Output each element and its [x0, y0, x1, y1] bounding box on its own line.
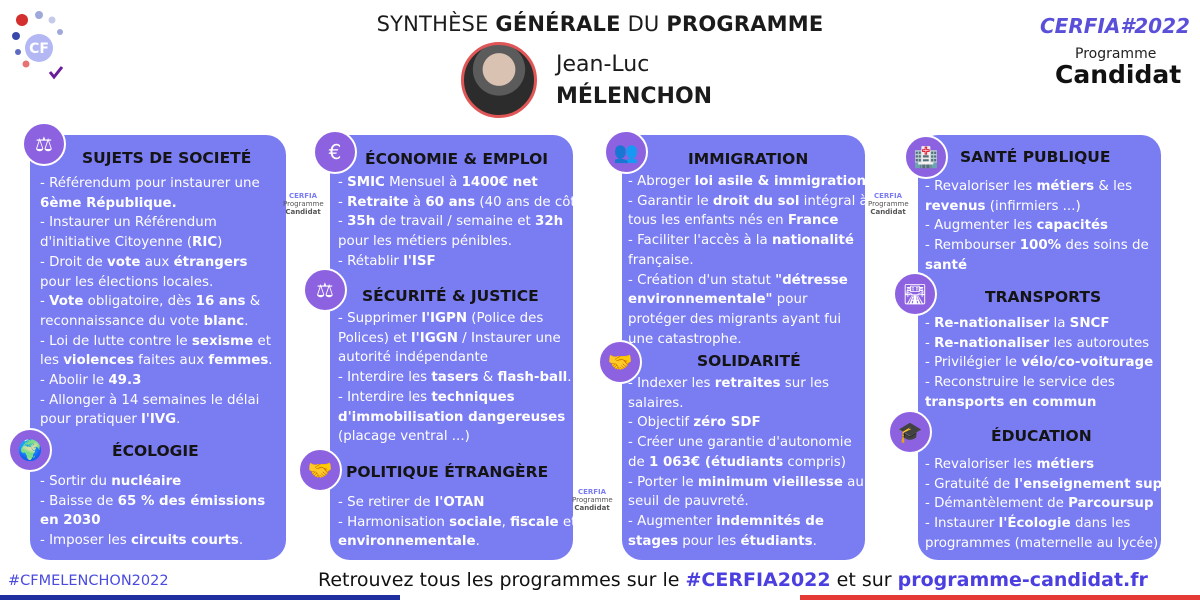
list-item: pour pratiquer l'IVG. [40, 412, 181, 428]
list-item: - Augmenter les capacités [925, 218, 1109, 234]
list-item: les violences faites aux femmes. [40, 353, 273, 369]
candidate-last-name: MÉLENCHON [556, 84, 713, 109]
list-item: - Créer une garantie d'autonomie [628, 435, 852, 451]
list-item: - Rétablir l'ISF [338, 253, 436, 269]
list-solidarite [628, 374, 864, 551]
list-item: seuil de pauvreté. [628, 494, 749, 510]
list-item: - Sortir du nucléaire [40, 474, 182, 489]
list-item: - Garantir le droit du sol intégral à [628, 193, 868, 209]
list-item: en 2030 [40, 513, 101, 529]
handshake-icon: 🤝 [298, 448, 342, 492]
section-title-education: ÉDUCATION [991, 427, 1092, 445]
list-immigration [628, 172, 871, 349]
list-item: - Interdire les techniques [338, 389, 515, 405]
globe-icon: 🌍 [8, 428, 52, 472]
list-politique [338, 493, 576, 552]
list-item: 6ème République. [40, 195, 177, 211]
list-item: programmes (maternelle au lycée) [925, 535, 1159, 551]
list-economie [338, 173, 581, 272]
list-item: - Allonger à 14 semaines le délai [40, 392, 260, 408]
list-item: revenus (infirmiers ...) [925, 198, 1081, 214]
list-item: - Porter le minimum vieillesse au [628, 474, 864, 490]
section-title-societe: SUJETS DE SOCIETÉ [82, 149, 252, 167]
website-link[interactable]: programme-candidat.fr [897, 569, 1148, 591]
hashtag-link[interactable]: #CFMELENCHON2022 [8, 573, 169, 589]
list-item: - Augmenter indemnités de [628, 513, 824, 529]
list-item: salaires. [628, 395, 684, 411]
section-title-transports: TRANSPORTS [985, 288, 1102, 306]
list-item: protéger des migrants ayant fui [628, 311, 842, 327]
list-item: - Revaloriser les métiers & les [925, 179, 1133, 194]
candidate-avatar [461, 42, 537, 118]
list-transports [925, 314, 1153, 413]
list-item: - Loi de lutte contre le sexisme et [40, 333, 271, 349]
graduation-cap-icon: 🎓 [888, 410, 932, 454]
list-item: Polices) et l'IGGN / Instaurer une [338, 330, 561, 346]
cerfia-hashtag-link[interactable]: #CERFIA2022 [685, 569, 831, 591]
mini-brand-logo: CERFIA Programme Candidat [283, 192, 324, 216]
list-securite [338, 309, 572, 447]
helping-hands-icon: 🤝 [598, 340, 642, 384]
list-item: (placage ventral ...) [338, 429, 470, 445]
list-item: de 1 063€ (étudiants compris) [628, 454, 846, 470]
list-item: pour les élections locales. [40, 274, 214, 290]
section-title-politique: POLITIQUE ÉTRANGÈRE [346, 463, 549, 481]
section-title-immigration: IMMIGRATION [688, 150, 809, 168]
section-title-sante: SANTÉ PUBLIQUE [960, 148, 1111, 166]
mini-brand-logo: CERFIA Programme Candidat [868, 192, 909, 216]
mini-brand-logo: CERFIA Programme Candidat [572, 488, 613, 512]
brand-candidat: Candidat [1055, 60, 1182, 89]
road-icon: 🛣 [893, 272, 937, 316]
section-title-securite: SÉCURITÉ & JUSTICE [362, 287, 539, 305]
list-societe [40, 174, 273, 430]
list-sante [925, 177, 1149, 276]
list-ecologie [40, 472, 265, 551]
list-item: - Interdire les tasers & flash-ball. [338, 370, 572, 386]
list-item: d'initiative Citoyenne (RIC) [40, 235, 223, 251]
list-item: stages pour les étudiants. [628, 533, 817, 549]
list-item: transports en commun [925, 394, 1097, 410]
list-item: - Instaurer un Référendum [40, 215, 217, 231]
list-item: - Re-nationaliser la SNCF [925, 316, 1110, 331]
list-item: - Harmonisation sociale, fiscale et [338, 514, 577, 530]
list-item: - Se retirer de l'OTAN [338, 495, 485, 510]
list-item: française. [628, 252, 694, 268]
list-item: - Privilégier le vélo/co-voiturage [925, 355, 1154, 371]
list-item: santé [925, 257, 968, 273]
list-item: - Objectif zéro SDF [628, 415, 761, 431]
hospital-icon: 🏥 [904, 135, 948, 179]
list-item: une catastrophe. [628, 331, 742, 347]
list-item: - Vote obligatoire, dès 16 ans & [40, 294, 261, 310]
list-item: tous les enfants nés en France [628, 213, 839, 229]
justice-icon: ⚖ [303, 268, 347, 312]
euro-icon: € [313, 130, 357, 174]
people-icon: 👥 [604, 130, 648, 174]
list-item: environnementale. [338, 534, 480, 550]
list-item: - Abroger loi asile & immigration. [628, 174, 872, 189]
page-title: SYNTHÈSE GÉNÉRALE DU PROGRAMME [376, 12, 824, 36]
brand-programme: Programme [1075, 46, 1157, 62]
section-title-ecologie: ÉCOLOGIE [112, 442, 199, 460]
list-item: d'immobilisation dangereuses [338, 409, 566, 425]
candidate-first-name: Jean-Luc [556, 52, 650, 77]
list-item: - Rembourser 100% des soins de [925, 238, 1149, 254]
list-item: - Imposer les circuits courts. [40, 533, 244, 549]
list-item: - Abolir le 49.3 [40, 373, 142, 389]
list-education [925, 455, 1167, 554]
list-item: - Instaurer l'Écologie dans les [925, 516, 1131, 532]
list-item: autorité indépendante [338, 350, 488, 366]
svg-text:CF: CF [29, 41, 49, 57]
bottom-bar-blue [0, 595, 400, 600]
list-item: - Gratuité de l'enseignement sup. [925, 476, 1168, 492]
cerfia-brand: CERFIA#2022 [1040, 14, 1190, 38]
scales-icon: ⚖ [22, 122, 66, 166]
list-item: - Démantèlement de Parcoursup [925, 496, 1154, 512]
list-item: - Revaloriser les métiers [925, 457, 1095, 472]
section-title-solidarite: SOLIDARITÉ [697, 352, 801, 370]
list-item: - Création d'un statut "détresse [628, 272, 848, 288]
list-item: - Référendum pour instaurer une [40, 176, 260, 191]
bottom-bar-red [800, 595, 1200, 600]
list-item: pour les métiers pénibles. [338, 234, 512, 250]
list-item: reconnaissance du vote blanc. [40, 313, 249, 329]
list-item: - SMIC Mensuel à 1400€ net [338, 175, 538, 190]
list-item: - Droit de vote aux étrangers [40, 254, 248, 270]
footer-text: Retrouvez tous les programmes sur le #CERFIA2022 et sur programme-candidat.fr [318, 569, 1148, 591]
list-item: - Baisse de 65 % des émissions [40, 493, 266, 509]
list-item: - Reconstruire le service des [925, 375, 1115, 391]
list-item: - Supprimer l'IGPN (Police des [338, 311, 544, 326]
list-item: - Indexer les retraites sur les [628, 376, 829, 391]
list-item: - Re-nationaliser les autoroutes [925, 335, 1150, 351]
list-item: - Retraite à 60 ans (40 ans de côt) [338, 194, 581, 210]
list-item: - Faciliter l'accès à la nationalité [628, 233, 854, 249]
list-item: - 35h de travail / semaine et 32h [338, 214, 564, 230]
list-item: environnementale" pour [628, 292, 808, 308]
section-title-economie: ÉCONOMIE & EMPLOI [365, 150, 549, 168]
